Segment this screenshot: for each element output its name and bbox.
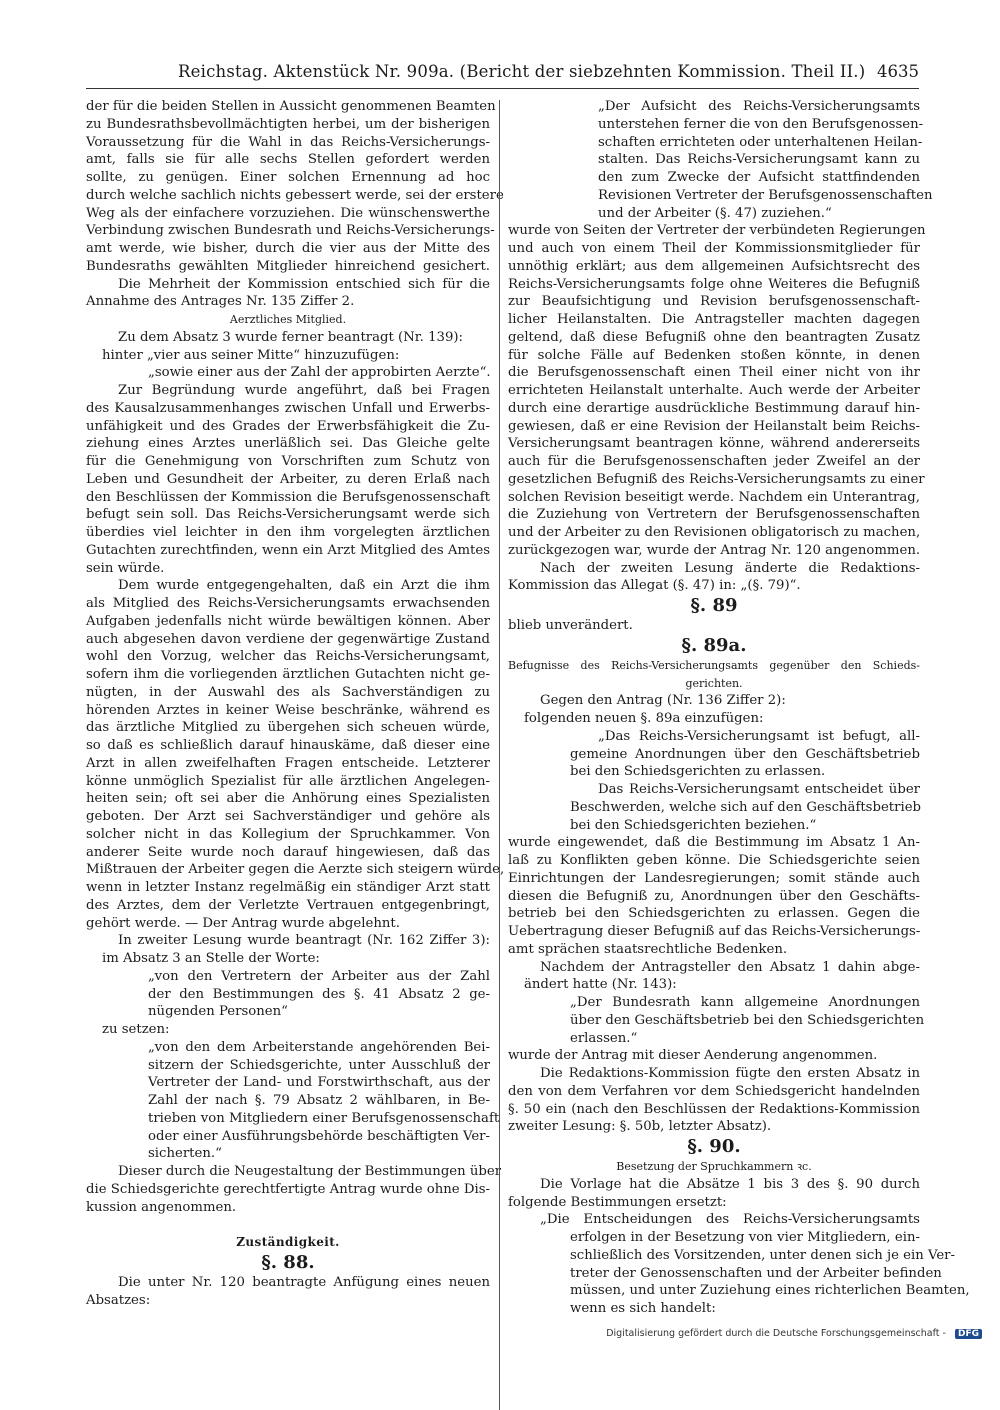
text-line: gehört werde. — Der Antrag wurde abgelehnt. — [86, 915, 400, 931]
text-line: Nach der zweiten Lesung änderte die Redaktions- — [540, 560, 920, 576]
text-line: licher Heilanstalten. Die Antragsteller machten dagegen — [508, 312, 920, 327]
text-line: solchen Revision beseitigt werde. Nachdem ein Unterantrag, — [508, 489, 920, 505]
text-line: kussion angenommen. — [86, 1199, 237, 1215]
text-line: zweiter Lesung: §. 50b, letzter Absatz). — [508, 1119, 772, 1135]
text-line: §. 89 — [690, 595, 738, 616]
footer-text: Digitalisierung gefördert durch die Deutsche Forschungsgemeinschaft - — [606, 1328, 946, 1339]
text-line: Zuständigkeit. — [236, 1235, 340, 1249]
text-line: oder einer Ausführungsbehörde beschäftigten Ver- — [148, 1128, 490, 1144]
text-line: unnöthig erklärt; aus dem allgemeinen Aufsichtsrecht des — [508, 258, 920, 274]
text-line: blieb unverändert. — [508, 618, 633, 633]
text-line: Dem wurde entgegengehalten, daß ein Arzt die ihm — [118, 578, 490, 594]
text-line: geboten. Der Arzt sei Sachverständiger und gehöre als — [86, 809, 490, 824]
text-line: ziehung eines Arztes unerläßlich sei. Das Gleiche gelte — [86, 436, 490, 452]
text-line: Die Mehrheit der Kommission entschied sich für die — [118, 276, 490, 292]
text-line: Nachdem der Antragsteller den Absatz 1 dahin abge- — [540, 959, 920, 975]
text-line: wurde der Antrag mit dieser Aenderung angenommen. — [508, 1048, 878, 1064]
text-line: Versicherungsamt beantragen könne, während andererseits — [508, 436, 920, 452]
text-line: Reichs-Versicherungsamts folge ohne Weiteres die Befugniß — [508, 276, 920, 292]
text-line: Voraussetzung für die Wahl in das Reichs-Versicherungs- — [86, 134, 490, 150]
text-line: amt sprächen staatsrechtliche Bedenken. — [508, 941, 788, 957]
text-line: Zur Begründung wurde angeführt, daß bei Fragen — [118, 383, 490, 398]
text-line: überdies viel leichter in den ihm vorgelegten ärztlichen — [86, 525, 490, 540]
text-line: erfolgen in der Besetzung von vier Mitgliedern, ein- — [570, 1230, 920, 1245]
text-line: wurde von Seiten der Vertreter der verbündeten Regierungen — [508, 223, 926, 239]
text-line: Annahme des Antrages Nr. 135 Ziffer 2. — [86, 294, 355, 310]
text-line: Besetzung der Spruchkammern ꝛc. — [616, 1160, 812, 1173]
text-line: für solche Fälle auf Bedenken stoßen könnte, in denen — [508, 347, 920, 363]
text-line: Beschwerden, welche sich auf den Geschäftsbetrieb — [570, 799, 922, 815]
text-line: zu setzen: — [102, 1022, 170, 1037]
text-line: wenn in letzter Instanz regelmäßig ein ständiger Arzt statt — [86, 880, 490, 895]
text-line: Verbindung zwischen Bundesrath und Reichs-Versicherungs- — [86, 223, 495, 239]
text-line: Kommission das Allegat (§. 47) in: „(§. 79)“. — [508, 578, 801, 594]
page-header — [86, 58, 919, 88]
left-column — [86, 98, 505, 1309]
text-line: Vertreter der Land- und Forstwirthschaft, aus der — [148, 1075, 490, 1091]
text-line: und der Arbeiter (§. 47) zuziehen.“ — [598, 205, 832, 221]
text-line: sicherten.“ — [148, 1146, 222, 1162]
text-line: als Mitglied des Reichs-Versicherungsamts erwachsenden — [86, 596, 490, 611]
text-line: hörenden Arztes in keiner Weise beschränke, während es — [86, 702, 490, 718]
text-line: die Schiedsgerichte gerechtfertigte Antrag wurde ohne Dis- — [86, 1181, 491, 1197]
text-line: Arzt in allen zweifelhaften Fragen entscheide. Letzterer — [86, 755, 490, 771]
text-line: „Die Entscheidungen des Reichs-Versicherungsamts — [540, 1212, 920, 1228]
text-line: Einrichtungen der Landesregierungen; somit stände auch — [508, 870, 920, 886]
text-line: zurückgezogen war, wurde der Antrag Nr. 120 angenommen. — [508, 542, 921, 558]
text-line: betrieb bei den Schiedsgerichten zu erlassen. Gegen die — [508, 906, 920, 922]
text-line: über den Geschäftsbetrieb bei den Schiedsgerichten — [570, 1012, 925, 1028]
text-line: für die Genehmigung von Vorschriften zum Schutz von — [86, 454, 490, 469]
text-line: „sowie einer aus der Zahl der approbirten Aerzte“. — [148, 365, 491, 381]
text-line: nügten, in der Auswahl des als Sachverständigen zu — [86, 684, 490, 700]
text-line: gesetzlichen Befugniß des Reichs-Versicherungsamts zu einer — [508, 471, 925, 487]
text-line: „von den Vertretern der Arbeiter aus der Zahl — [148, 968, 490, 984]
text-line: wenn es sich handelt: — [570, 1301, 716, 1316]
text-line: „Der Aufsicht des Reichs-Versicherungsamts — [598, 99, 920, 114]
text-line: müssen, und unter Zuziehung eines richterlichen Beamten, — [570, 1283, 970, 1299]
text-line: wohl den Vorzug, welcher das Reichs-Versicherungsamt, — [86, 649, 490, 665]
text-line: ändert hatte (Nr. 143): — [524, 977, 677, 993]
text-line: den zum Zwecke der Aufsicht stattfindenden — [598, 170, 920, 185]
text-line: zu Bundesrathsbevollmächtigten herbei, um der bisherigen — [86, 116, 490, 132]
text-line: wurde eingewendet, daß die Bestimmung im Absatz 1 An- — [508, 835, 920, 851]
text-line: Zu dem Absatz 3 wurde ferner beantragt (Nr. 139): — [118, 329, 464, 345]
text-line: befugt sein soll. Das Reichs-Versicherungsamt werde sich — [86, 507, 490, 523]
text-line: gemeine Anordnungen über den Geschäftsbetrieb — [570, 746, 920, 762]
column-divider — [499, 100, 500, 1410]
text-line: amt werde, wie bisher, durch die vier aus der Mitte des — [86, 241, 490, 256]
text-line: Die Redaktions-Kommission fügte den ersten Absatz in — [540, 1066, 920, 1081]
text-line: Die unter Nr. 120 beantragte Anfügung eines neuen — [118, 1274, 490, 1290]
text-line: folgenden neuen §. 89a einzufügen: — [524, 711, 764, 726]
text-line: hinter „vier aus seiner Mitte“ hinzuzufügen: — [102, 347, 400, 363]
text-line: der den Bestimmungen des §. 41 Absatz 2 ge- — [148, 986, 490, 1002]
header-rule — [86, 88, 919, 89]
text-line: sein würde. — [86, 560, 165, 576]
text-line: das ärztliche Mitglied zu übergehen sich scheuen würde, — [86, 720, 490, 736]
text-line: durch welche sachlich nichts gebessert werde, sei der erstere — [86, 187, 504, 203]
footer-credit — [606, 1328, 982, 1339]
text-line: den Beschlüssen der Kommission die Berufsgenossenschaft — [86, 489, 490, 505]
text-line: Absatzes: — [86, 1292, 151, 1308]
text-line: Aufgaben jedenfalls nicht würde bewältigen können. Aber — [86, 613, 490, 629]
text-line: Befugnisse des Reichs-Versicherungsamts gegenüber den Schieds- — [508, 658, 920, 672]
text-line: „von den dem Arbeiterstande angehörenden Bei- — [148, 1039, 490, 1055]
text-line: und der Arbeiter zu den Revisionen obligatorisch zu machen, — [508, 525, 921, 540]
text-line: zur Beaufsichtigung und Revision berufsgenossenschaft- — [508, 294, 920, 310]
text-line: Uebertragung dieser Befugniß auf das Reichs-Versicherungs- — [508, 924, 921, 939]
text-line: laß zu Konflikten geben könne. Die Schiedsgerichte seien — [508, 853, 920, 868]
text-line: Leben und Gesundheit der Arbeiter, zu deren Erlaß nach — [86, 471, 490, 487]
text-line: gerichten. — [685, 676, 743, 690]
text-line: diesen die Befugniß zu, Anordnungen über den Geschäfts- — [508, 888, 920, 904]
text-line: amt, falls sie für alle sechs Stellen gefordert werden — [86, 152, 490, 168]
text-line: bei den Schiedsgerichten beziehen.“ — [570, 817, 817, 833]
text-line: errichteten Heilanstalt unterhalte. Auch werde der Arbeiter — [508, 383, 920, 398]
text-line: und auch von einem Theil der Kommissionsmitglieder für — [508, 241, 920, 256]
text-line: Bundesraths gewählten Mitglieder hinreichend gesichert. — [86, 258, 490, 274]
text-line — [86, 1216, 490, 1234]
text-line: sitzern der Schiedsgerichte, unter Ausschluß der — [148, 1057, 490, 1073]
text-line: den von dem Verfahren vor dem Schiedsgericht handelnden — [508, 1083, 920, 1099]
text-line: Weg als der einfachere vorzuziehen. Die wünschenswerthe — [86, 205, 490, 221]
text-line: schaften errichteten oder unterhaltenen Heilan- — [598, 134, 923, 150]
text-line: der für die beiden Stellen in Aussicht genommenen Beamten — [86, 99, 496, 114]
text-line: stalten. Das Reichs-Versicherungsamt kann zu — [598, 152, 920, 168]
text-line: Revisionen Vertreter der Berufsgenossenschaften — [598, 187, 933, 203]
text-line: §. 88. — [261, 1251, 315, 1273]
text-line: anderer Seite wurde noch darauf hingewiesen, daß das — [86, 844, 490, 860]
text-line: Gutachten zurechtfinden, wenn ein Arzt Mitglied des Amtes — [86, 542, 490, 558]
text-line: §. 89a. — [681, 634, 747, 656]
text-line: sofern ihm die vorliegenden ärztlichen Gutachten nicht ge- — [86, 667, 490, 682]
text-line: Die Vorlage hat die Absätze 1 bis 3 des §. 90 durch — [540, 1176, 920, 1192]
text-line: folgende Bestimmungen ersetzt: — [508, 1194, 727, 1210]
text-line: erlassen.“ — [570, 1030, 638, 1046]
text-line: nügenden Personen“ — [148, 1004, 288, 1020]
text-line: Zahl der nach §. 79 Absatz 2 wählbaren, in Be- — [148, 1093, 490, 1108]
text-line: unfähigkeit und des Grades der Erwerbsfähigkeit die Zu- — [86, 418, 490, 434]
text-line: geltend, daß diese Befugniß ohne den beantragten Zusatz — [508, 329, 920, 345]
text-line: bei den Schiedsgerichten zu erlassen. — [570, 764, 826, 780]
text-line: heiten sein; oft sei aber die Anhörung eines Spezialisten — [86, 791, 490, 807]
text-line: die Zuziehung von Vertretern der Berufsgenossenschaften — [508, 507, 920, 523]
text-line: trieben von Mitgliedern einer Berufsgenossenschaft — [148, 1110, 500, 1126]
text-line: so daß es schließlich darauf hinauskäme, daß dieser eine — [86, 738, 490, 753]
text-line: „Der Bundesrath kann allgemeine Anordnungen — [570, 995, 920, 1010]
dfg-logo: DFG — [955, 1329, 982, 1339]
text-line: In zweiter Lesung wurde beantragt (Nr. 162 Ziffer 3): — [118, 933, 490, 949]
right-column — [508, 98, 970, 1318]
text-line: §. 90. — [687, 1136, 741, 1157]
text-line: des Kausalzusammenhanges zwischen Unfall und Erwerbs- — [86, 400, 490, 416]
text-line: „Das Reichs-Versicherungsamt ist befugt, all- — [598, 728, 920, 744]
text-line: Das Reichs-Versicherungsamt entscheidet über — [598, 782, 920, 797]
text-line: Mißtrauen der Arbeiter gegen die Aerzte sich steigern würde, — [86, 862, 505, 878]
text-line: treter der Genossenschaften und der Arbeiter befinden — [570, 1265, 942, 1281]
page-number: 4635 — [877, 62, 919, 81]
text-line: unterstehen ferner die von den Berufsgenossen- — [598, 116, 924, 132]
text-line: gewiesen, daß er eine Revision der Heilanstalt beim Reichs- — [508, 418, 920, 434]
text-line: §. 50 ein (nach den Beschlüssen der Redaktions-Kommission — [508, 1101, 920, 1117]
text-line: sollte, zu genügen. Einer solchen Ernennung ad hoc — [86, 170, 490, 185]
text-line: im Absatz 3 an Stelle der Worte: — [102, 951, 320, 966]
text-line: die Berufsgenossenschaft einen Theil einer nicht von ihr — [508, 365, 920, 381]
text-line: Dieser durch die Neugestaltung der Bestimmungen über — [118, 1164, 502, 1179]
text-line: des Arztes, dem der Verletzte Vertrauen entgegenbringt, — [86, 897, 490, 913]
running-title: Reichstag. Aktenstück Nr. 909a. (Bericht der siebzehnten Kommission. Theil II.) — [178, 62, 866, 81]
text-line: Aerztliches Mitglied. — [229, 313, 347, 326]
text-line: solcher nicht in das Kollegium der Spruchkammer. Von — [86, 826, 490, 842]
text-line: könne unmöglich Spezialist für alle ärztlichen Angelegen- — [86, 773, 490, 789]
text-line: durch eine derartige ausdrückliche Bestimmung darauf hin- — [508, 400, 920, 416]
text-line: auch abgesehen davon verdiene der gegenwärtige Zustand — [86, 631, 490, 647]
text-line: auch für die Berufsgenossenschaften jeder Zweifel an der — [508, 454, 920, 469]
text-line: schließlich des Vorsitzenden, unter denen sich je ein Ver- — [570, 1247, 955, 1263]
text-line: Gegen den Antrag (Nr. 136 Ziffer 2): — [540, 693, 786, 709]
